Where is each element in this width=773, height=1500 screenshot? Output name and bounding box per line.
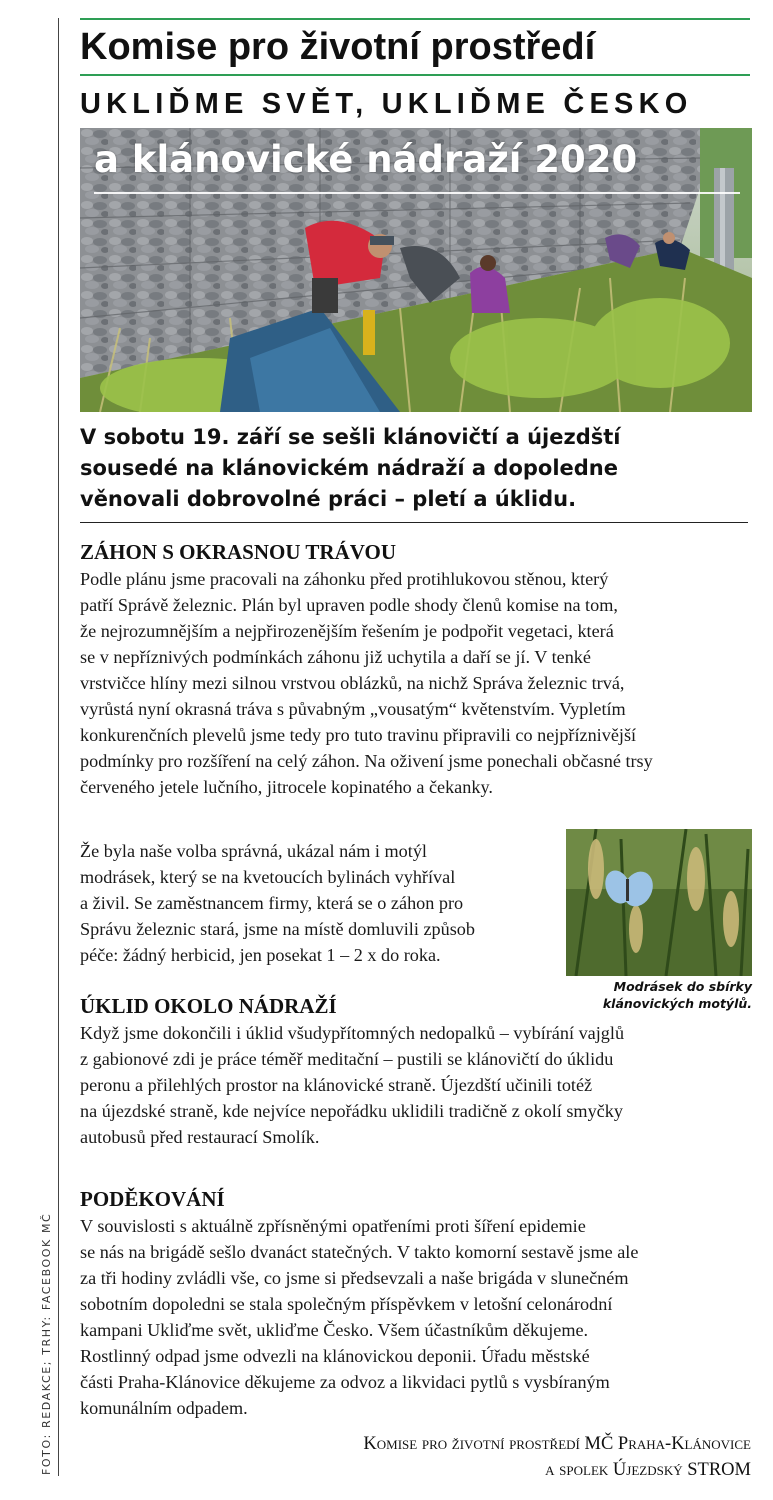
lead-line: sousedé na klánovickém nádraží a dopoledne: [80, 456, 619, 480]
page-subtitle: UKLIĎME SVĚT, UKLIĎME ČESKO: [80, 88, 693, 120]
caption-line: klánovických motýlů.: [602, 996, 752, 1011]
lead-divider: [80, 522, 748, 523]
header-middle-rule: [80, 74, 750, 76]
lead-paragraph: [80, 422, 760, 515]
text-line: konkurenčních plevelů jsme tedy pro tuto travinu připravili co nejpříznivější: [80, 725, 637, 745]
paragraph-uklid: [80, 1020, 624, 1150]
text-line: části Praha-Klánovice děkujeme za odvoz a likvidaci pytlů s vysbíraným: [80, 1372, 610, 1392]
text-line: sobotním dopoledni se stala společným příspěvkem v letošní celonárodní: [80, 1294, 613, 1314]
lead-line: věnovali dobrovolné práci – pletí a úklidu.: [80, 487, 577, 511]
text-line: Rostlinný odpad jsme odvezli na klánovickou deponii. Úřadu městské: [80, 1346, 590, 1366]
paragraph-zahon: [80, 566, 653, 800]
header-top-rule: [80, 18, 750, 20]
text-line: podmínky pro rozšíření na celý záhon. Na oživení jsme ponechali občasné trsy: [80, 751, 653, 771]
text-line: vrstvičce hlíny mezi silnou vrstvou oblázků, na nichž Správa železnic trvá,: [80, 673, 625, 693]
text-line: Že byla naše volba správná, ukázal nám i motýl: [80, 841, 427, 861]
section-heading-uklid: ÚKLID OKOLO NÁDRAŽÍ: [80, 994, 337, 1018]
text-line: že nejrozumnějším a nejpřirozenějším řešením je podpořit vegetaci, která: [80, 621, 614, 641]
text-line: se v nepříznivých podmínkách záhonu již uchytila a daří se jí. V tenké: [80, 647, 591, 667]
butterfly-caption: [560, 978, 752, 1012]
text-line: modrásek, který se na kvetoucích bylinách vyhříval: [80, 867, 456, 887]
left-margin-rule: [58, 18, 59, 1476]
text-line: patří Správě železnic. Plán byl upraven podle shody členů komise na tom,: [80, 595, 618, 615]
section-heading-zahon: ZÁHON S OKRASNOU TRÁVOU: [80, 540, 396, 564]
text-line: Správu železnic stará, jsme na místě domluvili způsob: [80, 919, 475, 939]
text-line: z gabionové zdi je práce téměř meditační – pustili se klánovičtí do úklidu: [80, 1049, 614, 1069]
page-title: Komise pro životní prostředí: [80, 26, 596, 68]
text-line: komunálním odpadem.: [80, 1398, 248, 1418]
text-line: Podle plánu jsme pracovali na záhonku před protihlukovou stěnou, který: [80, 569, 609, 589]
text-line: autobusů před restaurací Smolík.: [80, 1127, 320, 1147]
section-heading-podekovani: PODĚKOVÁNÍ: [80, 1187, 225, 1211]
text-line: a živil. Se zaměstnancem firmy, která se o záhon pro: [80, 893, 464, 913]
text-line: červeného jetele lučního, jitrocele kopinatého a čekanky.: [80, 777, 493, 797]
signature-line: a spolek Újezdský STROM: [545, 1460, 751, 1480]
cleanup-photo: [80, 128, 752, 412]
text-line: Když jsme dokončili i úklid všudypřítomných nedopalků – vybírání vajglů: [80, 1023, 625, 1043]
text-line: vyrůstá nyní okrasná tráva s půvabným „vousatým“ květenstvím. Vypletím: [80, 699, 626, 719]
text-line: péče: žádný herbicid, jen posekat 1 – 2 x do roka.: [80, 945, 441, 965]
text-line: za tři hodiny zvládli vše, co jsme si předsevzali a naše brigáda v slunečném: [80, 1268, 629, 1288]
text-line: kampani Ukliďme svět, ukliďme Česko. Všem účastníkům děkujeme.: [80, 1320, 589, 1340]
text-line: peronu a přilehlých prostor na klánovické straně. Újezdští učinili totéž: [80, 1075, 593, 1095]
paragraph-butterfly: [80, 838, 475, 968]
caption-line: Modrásek do sbírky: [613, 979, 752, 994]
photo-credit: FOTO: REDAKCE; TRHY: FACEBOOK MČ: [40, 1212, 53, 1475]
lead-line: V sobotu 19. září se sešli klánovičtí a újezdští: [80, 425, 621, 449]
photo-heading: a klánovické nádraží 2020: [94, 138, 638, 181]
photo-heading-rule: [94, 192, 740, 194]
text-line: se nás na brigádě sešlo dvanáct statečných. V takto komorní sestavě jsme ale: [80, 1242, 639, 1262]
signature-line: Komise pro životní prostředí MČ Praha-Klánovice: [363, 1434, 751, 1454]
text-line: na újezdské straně, kde nejvíce nepořádku uklidili tradičně z okolí smyčky: [80, 1101, 623, 1121]
paragraph-podekovani: [80, 1213, 638, 1421]
text-line: V souvislosti s aktuálně zpřísněnými opatřeními proti šíření epidemie: [80, 1216, 586, 1236]
butterfly-photo: [566, 829, 752, 976]
